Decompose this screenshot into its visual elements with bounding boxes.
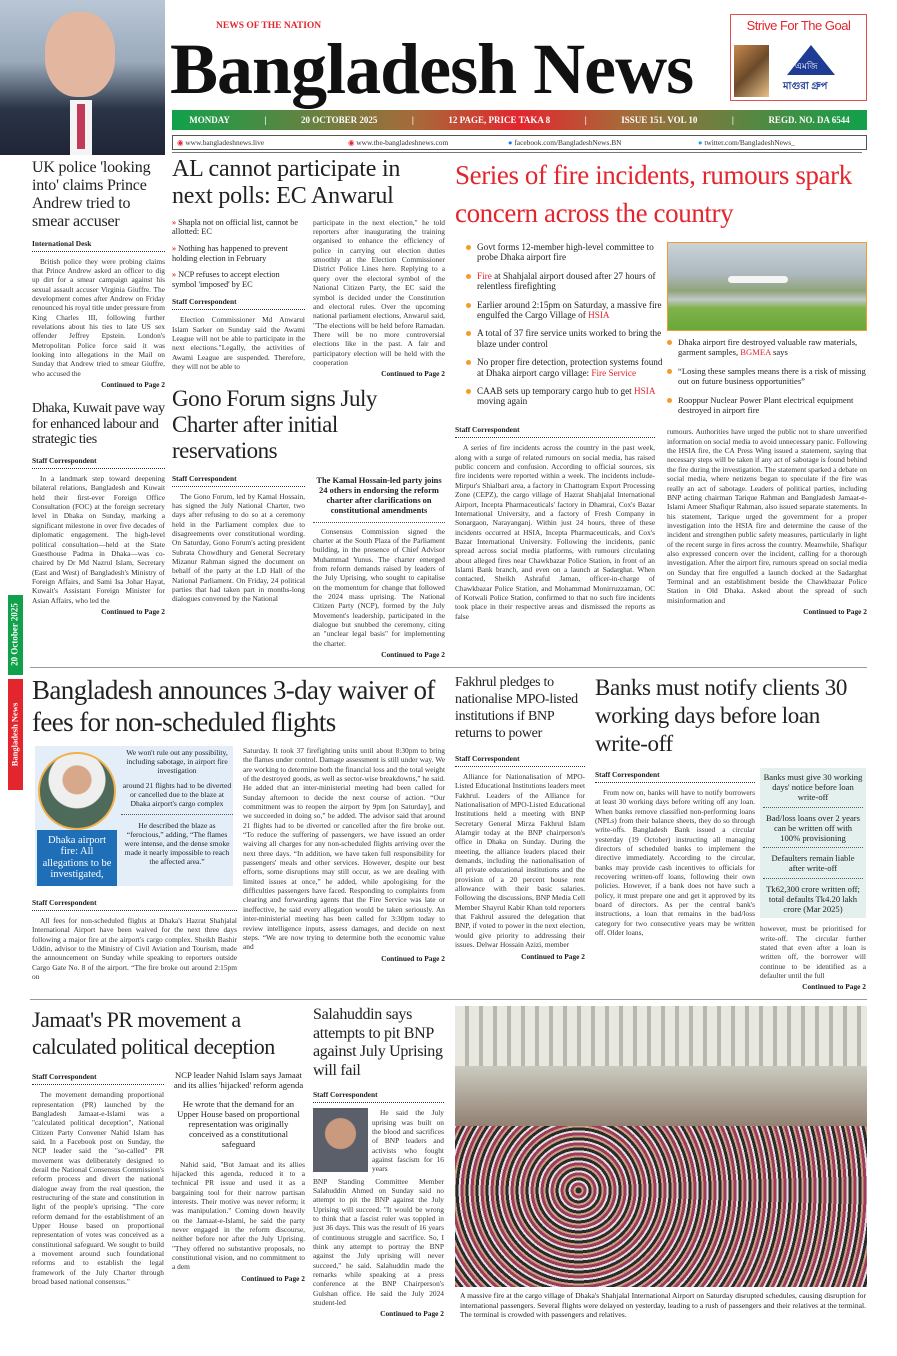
kuwait-headline[interactable]: Dhaka, Kuwait pave way for enhanced labour and strategic ties [32,401,165,448]
banks-continued[interactable]: Continued to Page 2 [802,982,866,992]
al-body-col2: participate in the next election," he told reporters after inaugurating the training organised to enhance the efficiency of police in carrying out election duties smoothly at the Election Commissioner District Police Lines here. Replying to a query over the electoral symbol of the National Citizen Party, the EC said the symbol is decided under the Constitution and electoral rules. Over the upcoming national parliament elections, Anwarul said, "The elections will be held before Ramadan. There will be no more controversial elections like in the past. A fair and participatory election will be held with the cooperation [313,217,445,367]
facebook-icon: ● [508,138,513,147]
salah-continued[interactable]: Continued to Page 2 [380,1309,444,1319]
salah-headline[interactable]: Salahuddin says attempts to pit BNP against July Uprising will fail [313,1006,443,1079]
kuwait-article [32,401,165,616]
uk-byline: International Desk [32,239,165,252]
fire-continued[interactable]: Continued to Page 2 [803,606,867,616]
al-article [172,156,445,378]
row-middle [0,674,897,991]
jamaat-col2 [172,1070,305,1283]
sidebar-fact: Tk62,300 crore written off; total defaults Tk4.20 lakh crore (Mar 2025) [766,883,860,914]
airport-crowd-photo [455,1006,867,1287]
issue-price: 12 PAGE, PRICE TAKA 8 [448,115,551,125]
waiver-article [32,674,445,981]
sidebar-fact: Bad/loss loans over 2 years can be written off with 100% provisioning [763,813,863,849]
highlight: “Losing these samples means there is a risk of missing out on future business opportunities” [667,366,867,387]
uk-article [32,159,165,389]
globe-icon: ◉ [348,138,355,147]
highlight: Govt forms 12-member high-level committee to probe Dhaka airport fire [466,242,666,263]
ad-slogan: Strive For The Goal [746,18,851,33]
gono-pullquote: The Kamal Hossain-led party joins 24 others in endorsing the reform charter after clarifications on constitutional amendments [313,474,445,523]
banks-col2 [760,768,866,980]
highlight: Fire at Shahjalal airport doused after 27 hours of relentless firefighting [466,271,666,292]
website-link-2[interactable]: ◉ www.the-bangladeshnews.com [348,138,449,147]
gono-col2 [313,474,445,659]
issue-date: 20 OCTOBER 2025 [300,115,378,125]
highlight: Dhaka airport fire destroyed valuable raw materials, garment samples, BGMEA says [667,337,867,358]
waiver-byline: Staff Correspondent [32,898,237,911]
fire-col2 [667,427,867,616]
highlight: » Nothing has happened to prevent holding election in February [172,243,288,263]
waiver-col1 [32,746,237,981]
al-headline[interactable]: AL cannot participate in next polls: EC Anwarul [172,156,401,209]
al-continued[interactable]: Continued to Page 2 [381,369,445,379]
salah-body-col1: He said the July uprising was built on the blood and sacrifices of BNP leaders and activists who fought against fascism for 16 years [372,1108,444,1174]
jamaat-body-col1: The movement demanding proportional representation (PR) launched by the Bangladesh Jamaat-e-Islami was a "calculated political deception", National Citizen Party Convener Nahid Islam has said. In a Facebook post on Sunday, the NCP leader said the "so-called" PR movement was deliberately designed to derail the National Consensus Commission's reform process and divert the national dialogue away from the real question, the restructuring of the state and constitution in light of the people's uprising. "The core reform demand for the establishment of an Upper House based on proportional representation of votes was conceived as a constitutional safeguard. We sought to build a movement around such foundational reforms and to establish the legal framework of the July Charter through broad based national consensus." [32,1090,164,1287]
salahuddin-photo [313,1108,368,1172]
highlight: A total of 37 fire service units worked to bring the blaze under control [466,328,666,349]
side-strip [8,595,23,790]
banks-body-col2: however, must be prioritised for write-off. The circular further stated that even after a loan is written off, the borrower will continue to be identified as a defaulter until the full [760,924,866,980]
salah-body-col2: BNP Standing Committee Member Salahuddin Ahmed on Sunday said no attempt to pit the BNP against the July Uprising will succeed. "It would be wrong to think that a fascist ruler was toppled in just 36 days. This was the result of 16 years of continuous struggle and sacrifice. So, I think any attempt to portray the BNP against the July uprising will never succeed," he said. Salahuddin made the remarks while speaking at a press conference at the BNP Chairperson's Gulshan office. He said the July 2024 student-led [313,1176,444,1308]
globe-icon: ◉ [177,138,184,147]
highlight: No proper fire detection, protection systems found at Dhaka airport cargo village: Fire Service [466,357,666,378]
waiver-infobox [35,746,233,886]
al-byline: Staff Correspondent [172,297,305,310]
registration-number: REGD. NO. DA 6544 [768,115,850,125]
fire-headline[interactable]: Series of fire incidents, rumours spark concern across the country [455,160,852,228]
gono-col1 [172,466,305,604]
photo-caption: A massive fire at the cargo village of Dhaka's Shahjalal International Airport on Saturday disrupted schedules, causing disruption for international passengers. Several flights were delayed on yesterday, leading to a rush of passengers and their relatives at the terminal. The terminal is crowded with passengers and relatives. [460,1291,866,1319]
fire-right-panel [667,242,867,423]
website-link-1[interactable]: ◉ www.bangladeshnews.live [177,138,265,147]
jamaat-body-col2: Nahid said, "But Jamaat and its allies hijacked this agenda, reduced it to a technical PR issue and used it as a bargaining tool for their narrow partisan interests. Their motive was never reform; it was manipulation." Coming down heavily on the Jamaat-e-Islami, he said the party never engaged in the reform discourse, neither before nor after the July Uprising. "They offered no substantive proposals, no constitutional vision, and no commitment to a dem [172,1159,305,1272]
highlight: Rooppur Nuclear Power Plant electrical equipment destroyed in airport fire [667,395,867,416]
banks-body: From now on, banks will have to notify borrowers at least 30 working days before writing off any loan. When banks remove classified non-performing loans (NPLs) from their balance sheets, they do so through write-offs. Bangladesh Bank issued a circular yesterday (19 October) instructing all managing directors of scheduled banks to implement the directive immediately. According to the circular, banks may provide cash incentives to officials for recovering written-off loans, following their own policies. However, if a bank does not have such a policy, it must prepare one and get it approved by its board of directors. As per the central bank's instructions, a loan that remains in the bad/loss category for two consecutive years may be written off. Older loans, [595,787,755,938]
waiver-body-col1: All fees for non-scheduled flights at Dhaka's Hazrat Shahjalal International Airport have been waived for the next three days following a major fire at the airport's cargo complex. Sheikh Bashir Uddin, advisor to the Ministry of Civil Aviation and Tourism, made the announcement on Sunday while speaking to reporters outside Cargo Gate No. 8 of the airport. “The fire broke out around 2:15pm on [32,915,237,982]
jamaat-byline: Staff Correspondent [32,1072,164,1085]
twitter-icon: ● [698,138,703,147]
strip-name: Bangladesh News [9,702,20,767]
fakhrul-body: Alliance for Nationalisation of MPO-Listed Educational Institutions leaders meet Fakhrul. Leaders of the Alliance for Nationalisation of MPO-Listed Educational Institutions held a meeting with BNP Secretary General Mirza Fakhrul Islam Alamgir today at the BNP chairperson's office in Dhaka on Sunday. During the meeting, the alliance leaders placed their demands, including the nationalisation of all private educational institutions and the provision of a 20 percent house rent allowance with their basic salaries. Following the discussions, BNP Media Cell Member Shayrul Kabir Khan told reporters that Fakhrul assured the delegation that BNP, if voted to power in the next election, would give priority to addressing their issues. Delwar Hossain Azizi, member [455,771,585,950]
banks-article [595,674,866,991]
ad-group: মাগুরা গ্রুপ [783,81,828,92]
issue-day: MONDAY [189,115,230,125]
fakhrul-continued[interactable]: Continued to Page 2 [521,951,585,961]
kuwait-body: In a landmark step toward deepening bilateral relations, Bangladesh and Kuwait held their first-ever Foreign Office Consultation (FOC) at the foreign secretary level in Dhaka on Sunday, marking a significant milestone in over five decades of diplomatic engagement. The high-level political consultation—held at the State Guesthouse Padma in Dhaka—was co-chaired by Dr Md Nazrul Islam, Secretary (East and West) of Bangladesh's Ministry of Foreign Affairs, and Sami Isa Johar Hayat, Kuwait's Assistant Foreign Minister for Asian Affairs, who led the [32,474,165,605]
fire-body-col1: A series of fire incidents across the country in the past week, along with a surge of related rumours on social media, has raised public concern and confusion. According to official sources, six fire incidents were reported within a week. The incidents include- Mirpur's Shialbari area, a factory in Chattogram Export Processing Zone (CEPZ), the cargo village of Hazrat Shahjalal International Airport, Incepta Pharmaceuticals' factory in Dhamrai, Cox's Bazar International University, and a factory of Fresh Company in Sonargaon, Narayanganj. Within just 24 hours, three of these incidents occurred at HSIA, Incepta Pharmaceuticals, and Cox's Bazar International University. Following the incidents, panic spread across social media platforms, with rumours circulating about alleged fires near Chawkbazar Police Station, in front of an Islami Bank branch, and even on a launch at Sadarghat. When contacted, Sheikh Ashraful Jaman, officer-in-charge of Chawkbazar Police Station, and Mohammad Monirruzzaman, OC of Kotwali Police Station, confirmed to that no such fire incidents took place in their respective areas and dismissed the reports as false [455,443,655,621]
fire-byline: Staff Correspondent [455,425,655,438]
sidebar-fact: Defaulters remain liable after write-off [763,853,863,878]
quote: He described the blaze as “ferocious,” adding, “The flames were intense, and the dense smoke made it nearly impossible to reach the affected area.” [124,820,230,866]
issue-number: ISSUE 151. VOL 10 [621,115,698,125]
masthead-tagline: NEWS OF THE NATION [216,21,322,31]
al-col2 [313,218,445,379]
issue-banner: MONDAY | 20 OCTOBER 2025 | 12 PAGE, PRICE TAKA 8 | ISSUE 151. VOL 10 | REGD. NO. DA 6544 [172,110,867,130]
kuwait-byline: Staff Correspondent [32,456,165,469]
fire-body-col2: rumours. Authorities have urged the public not to share unverified information on social media to avoid unnecessary panic. Following the HSIA fire, the CA Press Wing issued a statement, saying that necessary steps will be taken if any act of sabotage is found behind the fire during the investigation. The statement sparked a debate on social media, where netizens began to speculate if the fire was really an act of sabotage. Leaders of political parties, including BNP acting chairman Tarique Rahman and Bangladesh Jamaat-e-Islami Ameer Shafiqur Rahman, also issued separate statements. In his statement, Tarique urged the government for a proper investigation into the HSIA fire and determine the cause of the incident and strengthen public safety measures, particularly in light of the recent surge in fires across the country. Meanwhile, Shafiqur also expressed concern over the incident, calling for a thorough investigation. After the airport fire, rumours spread on social media on Sunday that fire engulfed a launch docked at the Sadarghat Terminal and an establishment beside the Chawkbazar Police Station in Old Dhaka. Asked about the spread of such misinformation and [667,427,867,605]
jamaat-pullquote-1: NCP leader Nahid Islam says Jamaat and its allies 'hijacked' reform agenda [173,1070,304,1091]
jamaat-headline[interactable]: Jamaat's PR movement a calculated political deception [32,1007,275,1060]
uk-headline[interactable]: UK police 'looking into' claims Prince Andrew tried to smear accuser [32,159,151,230]
ad-brand: এমজি [795,61,818,71]
fakhrul-article [455,674,585,961]
waiver-continued[interactable]: Continued to Page 2 [381,953,445,963]
uk-body: British police they were probing claims that Prince Andrew asked an officer to dig up dirt for a smear campaign against his sexual assault accuser Virginia Giuffre. The development comes after Andrew on Friday renounced his royal title under pressure from King Charles III, following further revelations about his ties to late US sex offender Jeffrey Epstein. London's Metropolitan Police force said it was looking into allegations in the Mail on Sunday that Andrew tried to smear Giuffre, who accused the [32,256,165,378]
fire-article [455,156,867,621]
sidebar-fact: Banks must give 30 working days' notice before loan write-off [763,772,863,808]
jamaat-col1 [32,1064,164,1286]
gono-byline: Staff Correspondent [172,474,305,487]
banks-byline: Staff Correspondent [595,770,755,783]
gono-headline[interactable]: Gono Forum signs July Charter after initial reservations [172,386,377,463]
twitter-link[interactable]: ● twitter.com/BangladeshNews_ [698,138,795,147]
al-highlights [172,218,305,290]
al-col1 [172,218,305,372]
quote: around 21 flights had to be diverted or cancelled due to the blaze at Dhaka airport's cargo complex [121,781,233,815]
salah-article [313,1006,444,1318]
waiver-headline[interactable]: Bangladesh announces 3-day waiver of fees for non-scheduled flights [32,674,435,737]
highlight: CAAB sets up temporary cargo hub to get HSIA moving again [466,386,666,407]
waiver-body-col2: Saturday. It took 37 firefighting units until about 8:30pm to bring the flames under control. Damage assessment is still under way. We are working to determine both the financial loss and the total weight of the destroyed goods, as well as sector-wise breakdowns,” he said. He added that an inter-ministerial meeting had been called for Sunday afternoon to decide the next course of action. “Our commitment was to reopen the airport by 9pm [on Saturday], and we succeeded in doing so,” he added. The advisor said that around 21 flights had to be diverted or cancelled after the fire broke out. “To reduce the suffering of passengers, we have issued an order waiving all charges for any non-scheduled flights arriving over the next three days. “In addition, we have taken full responsibility for passengers' meals and other services. However, despite our best efforts, some disruptions may still occur, as we are dealing with limited issues at once,” he added, while apologising for the difficulties passengers have faced. Responding to complaints from clearing and forwarding agents that the Fire Service was late or ineffective, he said every allegation would be taken seriously. An inter-ministerial meeting has been called for 3:30pm today to review intelligence inputs, assess damages, and decide on next steps. “We are now trying to determine both the economic value and [243,745,446,952]
gono-continued[interactable]: Continued to Page 2 [381,649,445,659]
infobox-title: Dhaka airport fire: All allegations to be investigated, [37,830,117,886]
waiver-col2 [243,746,445,963]
quote: We won't rule out any possibility, including sabotage, in airport fire investigation [126,747,228,775]
fire-highlights-right [667,337,867,415]
highlight: Earlier around 2:15pm on Saturday, a massive fire engulfed the Cargo Village of HSIA [466,300,666,321]
masthead-title: Bangladesh News [170,29,694,109]
airport-runway-photo [667,242,867,331]
gono-article [172,386,445,659]
jamaat-pullquote-2: He wrote that the demand for an Upper House based on proportional representation was originally conceived as a constitutional safeguard [177,1098,300,1150]
highlight: » NCP refuses to accept election symbol 'imposed' by EC [172,270,280,289]
row-bottom [0,1006,897,1329]
jamaat-article [32,1006,305,1286]
fire-col1 [455,423,655,621]
fakhrul-headline[interactable]: Fakhrul pledges to nationalise MPO-listed institutions if BNP returns to power [455,674,578,741]
official-photo [38,752,116,830]
fakhrul-byline: Staff Correspondent [455,754,585,767]
kuwait-continued[interactable]: Continued to Page 2 [101,606,165,616]
fire-highlights-left [466,242,666,415]
strip-date: 20 October 2025 [9,603,20,666]
jamaat-continued[interactable]: Continued to Page 2 [241,1273,305,1283]
row-top [0,153,897,659]
left-column [32,159,165,616]
highlight: » Shapla not on official list, cannot be allotted: EC [172,217,299,237]
center-column [172,156,445,659]
photo-story [455,1006,867,1319]
gono-body-col2: Consensus Commission signed the charter at the South Plaza of the Parliament building, in the presence of Chief Advisor Muhammad Yunus. The charter emerged from reform demands raised by leaders of the July Uprising, who sought to capitalise on the momentum for change that followed the 2024 mass uprising. The National Citizen Party (NCP), formed by the July Movement's leadership, participated in the dialogue but snubbed the ceremony, citing an "unclear legal basis" for implementing the charter. [313,526,445,648]
facebook-link[interactable]: ● facebook.com/BangladeshNews.BN [508,138,622,147]
banks-headline[interactable]: Banks must notify clients 30 working days before loan write-off [595,674,848,756]
banks-sidebar [760,768,866,918]
salah-byline: Staff Correspondent [313,1090,444,1103]
al-body-col1: Election Commissioner Md Anwarul Islam Sarker on Sunday said the Awami League will not be able to participate in the next elections."Legally, the activities of Awami League are suspended. Therefore, they will not be able to [172,315,305,372]
gono-body-col1: The Gono Forum, led by Kamal Hossain, has signed the July National Charter, two days after refusing to do so at a ceremony held in the Parliament complex due to disagreements over constitutional wording. On Saturday, Gono Forum's acting president Subrata Chowdhury and General Secretary Mizanur Rahman signed the document on behalf of the party at the LD Hall of the National Parliament. On Friday, 24 political parties that had taken part in months-long dialogues convened by the National [172,491,305,604]
banks-col1 [595,762,755,938]
uk-continued[interactable]: Continued to Page 2 [101,380,165,390]
